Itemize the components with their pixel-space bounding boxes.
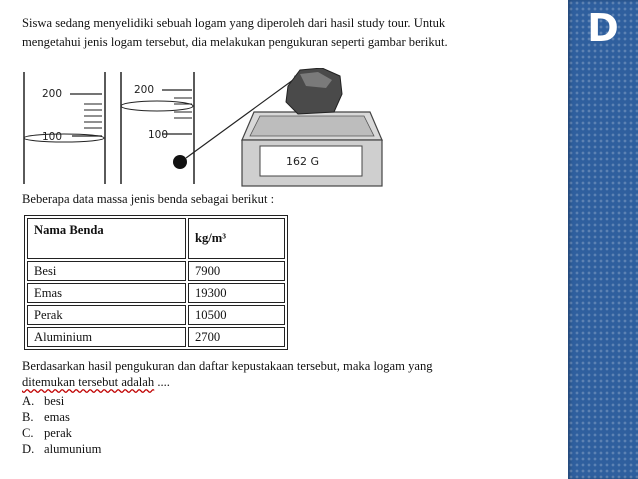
- measurement-illustration: [22, 68, 392, 188]
- measurement-figure: [22, 68, 392, 188]
- option-text: alumunium: [44, 442, 102, 456]
- option-text: perak: [44, 426, 72, 440]
- option-letter: D.: [22, 442, 35, 456]
- table-row: [27, 305, 285, 325]
- measuring-cylinder-1: [24, 72, 105, 184]
- option-d[interactable]: [22, 441, 101, 457]
- answer-side-panel: [568, 0, 638, 479]
- table-row: [27, 327, 285, 347]
- header-name: Nama Benda: [27, 218, 186, 259]
- option-c[interactable]: [22, 425, 101, 441]
- cell-value: 7900: [188, 261, 285, 281]
- spellcheck-underlined-text: ditemukan tersebut adalah: [22, 375, 155, 389]
- scale-reading: 162 G: [286, 155, 320, 168]
- cylinder-1-mark-100: 100: [42, 131, 63, 143]
- weighing-scale: [242, 68, 382, 186]
- cylinder-2-mark-100: 100: [148, 129, 169, 141]
- option-text: emas: [44, 410, 70, 424]
- option-letter: C.: [22, 426, 34, 440]
- question-text: [22, 358, 562, 390]
- cell-name: Aluminium: [27, 327, 186, 347]
- option-b[interactable]: [22, 409, 101, 425]
- cell-value: 2700: [188, 327, 285, 347]
- question-line-1: Berdasarkan hasil pengukuran dan daftar kepustakaan tersebut, maka logam yang: [22, 359, 433, 373]
- cylinder-2-mark-200: 200: [134, 84, 155, 96]
- intro-line-1: Siswa sedang menyelidiki sebuah logam yang diperoleh dari hasil study tour. Untuk: [22, 16, 446, 30]
- question-ellipsis: ....: [154, 375, 170, 389]
- table-row: [27, 283, 285, 303]
- cell-value: 19300: [188, 283, 285, 303]
- answer-options: [22, 393, 101, 457]
- table-header-row: [27, 218, 285, 259]
- option-letter: A.: [22, 394, 35, 408]
- measuring-cylinder-2: [121, 72, 194, 184]
- cell-value: 10500: [188, 305, 285, 325]
- header-unit: kg/m³: [188, 218, 285, 259]
- cell-name: Besi: [27, 261, 186, 281]
- option-a[interactable]: [22, 393, 101, 409]
- intro-line-2: mengetahui jenis logam tersebut, dia melakukan pengukuran seperti gambar berikut.: [22, 35, 448, 49]
- question-line-2: [22, 374, 562, 390]
- option-letter: B.: [22, 410, 34, 424]
- table-row: [27, 261, 285, 281]
- cylinder-1-mark-200: 200: [42, 88, 63, 100]
- density-table: [24, 215, 288, 350]
- table-caption: Beberapa data massa jenis benda sebagai berikut :: [22, 192, 275, 206]
- cell-name: Perak: [27, 305, 186, 325]
- option-text: besi: [44, 394, 65, 408]
- intro-paragraph: [22, 14, 570, 52]
- answer-letter: D: [587, 6, 619, 50]
- cell-name: Emas: [27, 283, 186, 303]
